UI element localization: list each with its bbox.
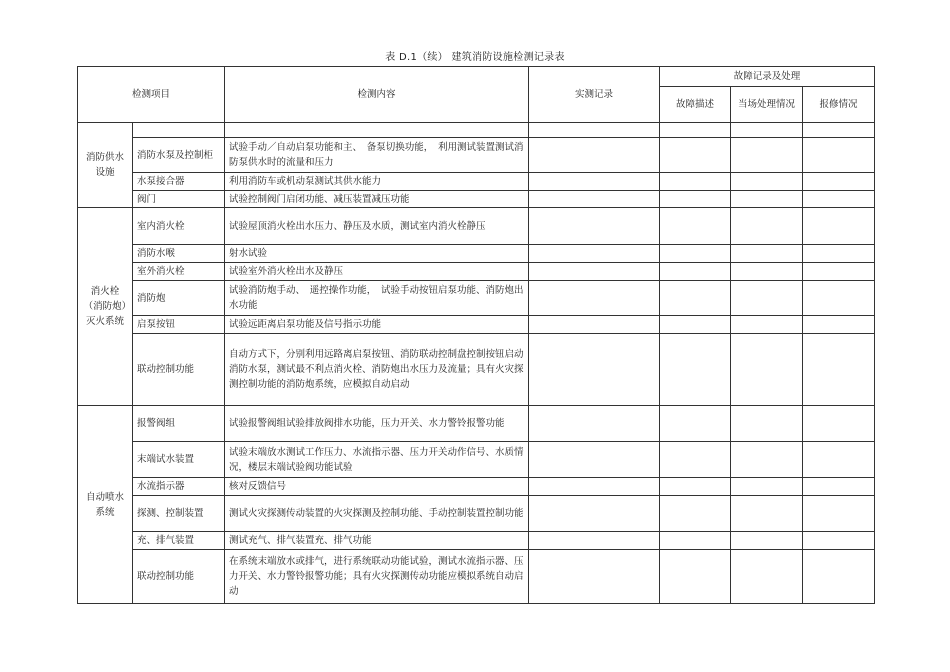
record-cell [529, 208, 660, 245]
record-cell [529, 334, 660, 406]
content-cell: 试验消防炮手动、 遥控操作功能， 试验手动按钮启泵功能、消防炮出水功能 [225, 281, 529, 316]
repair-cell [803, 316, 875, 334]
item-cell: 室内消火栓 [133, 208, 225, 245]
fault-desc-cell [660, 138, 731, 173]
repair-cell [803, 281, 875, 316]
onsite-cell [731, 123, 803, 138]
onsite-cell [731, 138, 803, 173]
onsite-cell [731, 191, 803, 208]
repair-cell [803, 478, 875, 496]
onsite-cell [731, 281, 803, 316]
category-cell: 自动喷水系统 [78, 406, 133, 604]
content-cell: 试验控制阀门启闭功能、减压装置减压功能 [225, 191, 529, 208]
item-cell: 消防水喉 [133, 245, 225, 263]
content-cell: 试验屋顶消火栓出水压力、静压及水质，测试室内消火栓静压 [225, 208, 529, 245]
onsite-cell [731, 406, 803, 442]
record-cell [529, 245, 660, 263]
header-record: 实测记录 [529, 67, 660, 123]
record-cell [529, 532, 660, 550]
fault-desc-cell [660, 263, 731, 281]
item-cell: 末端试水装置 [133, 442, 225, 478]
item-cell: 联动控制功能 [133, 550, 225, 604]
repair-cell [803, 334, 875, 406]
record-cell [529, 191, 660, 208]
record-cell [529, 263, 660, 281]
item-cell: 水泵接合器 [133, 173, 225, 191]
header-item: 检测项目 [78, 67, 225, 123]
record-cell [529, 496, 660, 532]
record-cell [529, 406, 660, 442]
header-fault-desc: 故障描述 [660, 87, 731, 123]
record-cell [529, 550, 660, 604]
onsite-cell [731, 550, 803, 604]
onsite-cell [731, 173, 803, 191]
content-cell: 试验手动／自动启泵功能和主、 备泵切换功能， 利用测试装置测试消防泵供水时的流量和压力 [225, 138, 529, 173]
onsite-cell [731, 532, 803, 550]
repair-cell [803, 263, 875, 281]
inspection-record-table [77, 66, 875, 604]
record-cell [529, 478, 660, 496]
repair-cell [803, 496, 875, 532]
onsite-cell [731, 334, 803, 406]
onsite-cell [731, 442, 803, 478]
fault-desc-cell [660, 334, 731, 406]
fault-desc-cell [660, 245, 731, 263]
fault-desc-cell [660, 496, 731, 532]
record-cell [529, 123, 660, 138]
record-cell [529, 173, 660, 191]
item-cell: 消防炮 [133, 281, 225, 316]
content-cell: 试验远距离启泵功能及信号指示功能 [225, 316, 529, 334]
item-cell: 启泵按钮 [133, 316, 225, 334]
onsite-cell [731, 263, 803, 281]
item-cell: 水流指示器 [133, 478, 225, 496]
onsite-cell [731, 208, 803, 245]
content-cell: 射水试验 [225, 245, 529, 263]
repair-cell [803, 173, 875, 191]
item-cell: 探测、控制装置 [133, 496, 225, 532]
record-cell [529, 138, 660, 173]
content-cell: 在系统末端放水或排气，进行系统联动功能试验，测试水流指示器、压力开关、水力警铃报警功能；具有火灾探测传动功能应模拟系统自动启动 [225, 550, 529, 604]
repair-cell [803, 245, 875, 263]
table-title: 表 D.1（续） 建筑消防设施检测记录表 [385, 52, 565, 63]
record-cell [529, 281, 660, 316]
fault-desc-cell [660, 191, 731, 208]
header-fault-group: 故障记录及处理 [660, 67, 875, 87]
content-cell: 试验报警阀组试验排放阀排水功能，压力开关、水力警铃报警功能 [225, 406, 529, 442]
header-repair: 报修情况 [803, 87, 875, 123]
category-cell: 消防供水设施 [78, 123, 133, 208]
onsite-cell [731, 478, 803, 496]
fault-desc-cell [660, 208, 731, 245]
fault-desc-cell [660, 532, 731, 550]
content-cell: 自动方式下，分别利用远路离启泵按钮、消防联动控制盘控制按钮启动消防水泵，测试最不利点消火栓、消防炮出水压力及流量；具有火灾探测控制功能的消防炮系统，应模拟自动启动 [225, 334, 529, 406]
repair-cell [803, 138, 875, 173]
fault-desc-cell [660, 442, 731, 478]
empty-cell [133, 123, 225, 138]
onsite-cell [731, 245, 803, 263]
item-cell: 消防水泵及控制柜 [133, 138, 225, 173]
fault-desc-cell [660, 173, 731, 191]
record-cell [529, 316, 660, 334]
item-cell: 报警阀组 [133, 406, 225, 442]
content-cell: 测试充气、排气装置充、排气功能 [225, 532, 529, 550]
record-cell [529, 442, 660, 478]
repair-cell [803, 208, 875, 245]
fault-desc-cell [660, 281, 731, 316]
category-cell: 消火栓（消防炮）灭火系统 [78, 208, 133, 406]
repair-cell [803, 191, 875, 208]
item-cell: 充、排气装置 [133, 532, 225, 550]
empty-cell [225, 123, 529, 138]
item-cell: 联动控制功能 [133, 334, 225, 406]
content-cell: 试验末端放水测试工作压力、水流指示器、压力开关动作信号、水质情况，楼层末端试验阀功能试验 [225, 442, 529, 478]
item-cell: 阀门 [133, 191, 225, 208]
fault-desc-cell [660, 316, 731, 334]
repair-cell [803, 532, 875, 550]
repair-cell [803, 406, 875, 442]
repair-cell [803, 550, 875, 604]
fault-desc-cell [660, 406, 731, 442]
repair-cell [803, 442, 875, 478]
header-content: 检测内容 [225, 67, 529, 123]
header-onsite: 当场处理情况 [731, 87, 803, 123]
fault-desc-cell [660, 123, 731, 138]
fault-desc-cell [660, 478, 731, 496]
repair-cell [803, 123, 875, 138]
content-cell: 利用消防车或机动泵测试其供水能力 [225, 173, 529, 191]
fault-desc-cell [660, 550, 731, 604]
onsite-cell [731, 316, 803, 334]
onsite-cell [731, 496, 803, 532]
content-cell: 试验室外消火栓出水及静压 [225, 263, 529, 281]
content-cell: 测试火灾探测传动装置的火灾探测及控制功能、手动控制装置控制功能 [225, 496, 529, 532]
content-cell: 核对反馈信号 [225, 478, 529, 496]
item-cell: 室外消火栓 [133, 263, 225, 281]
